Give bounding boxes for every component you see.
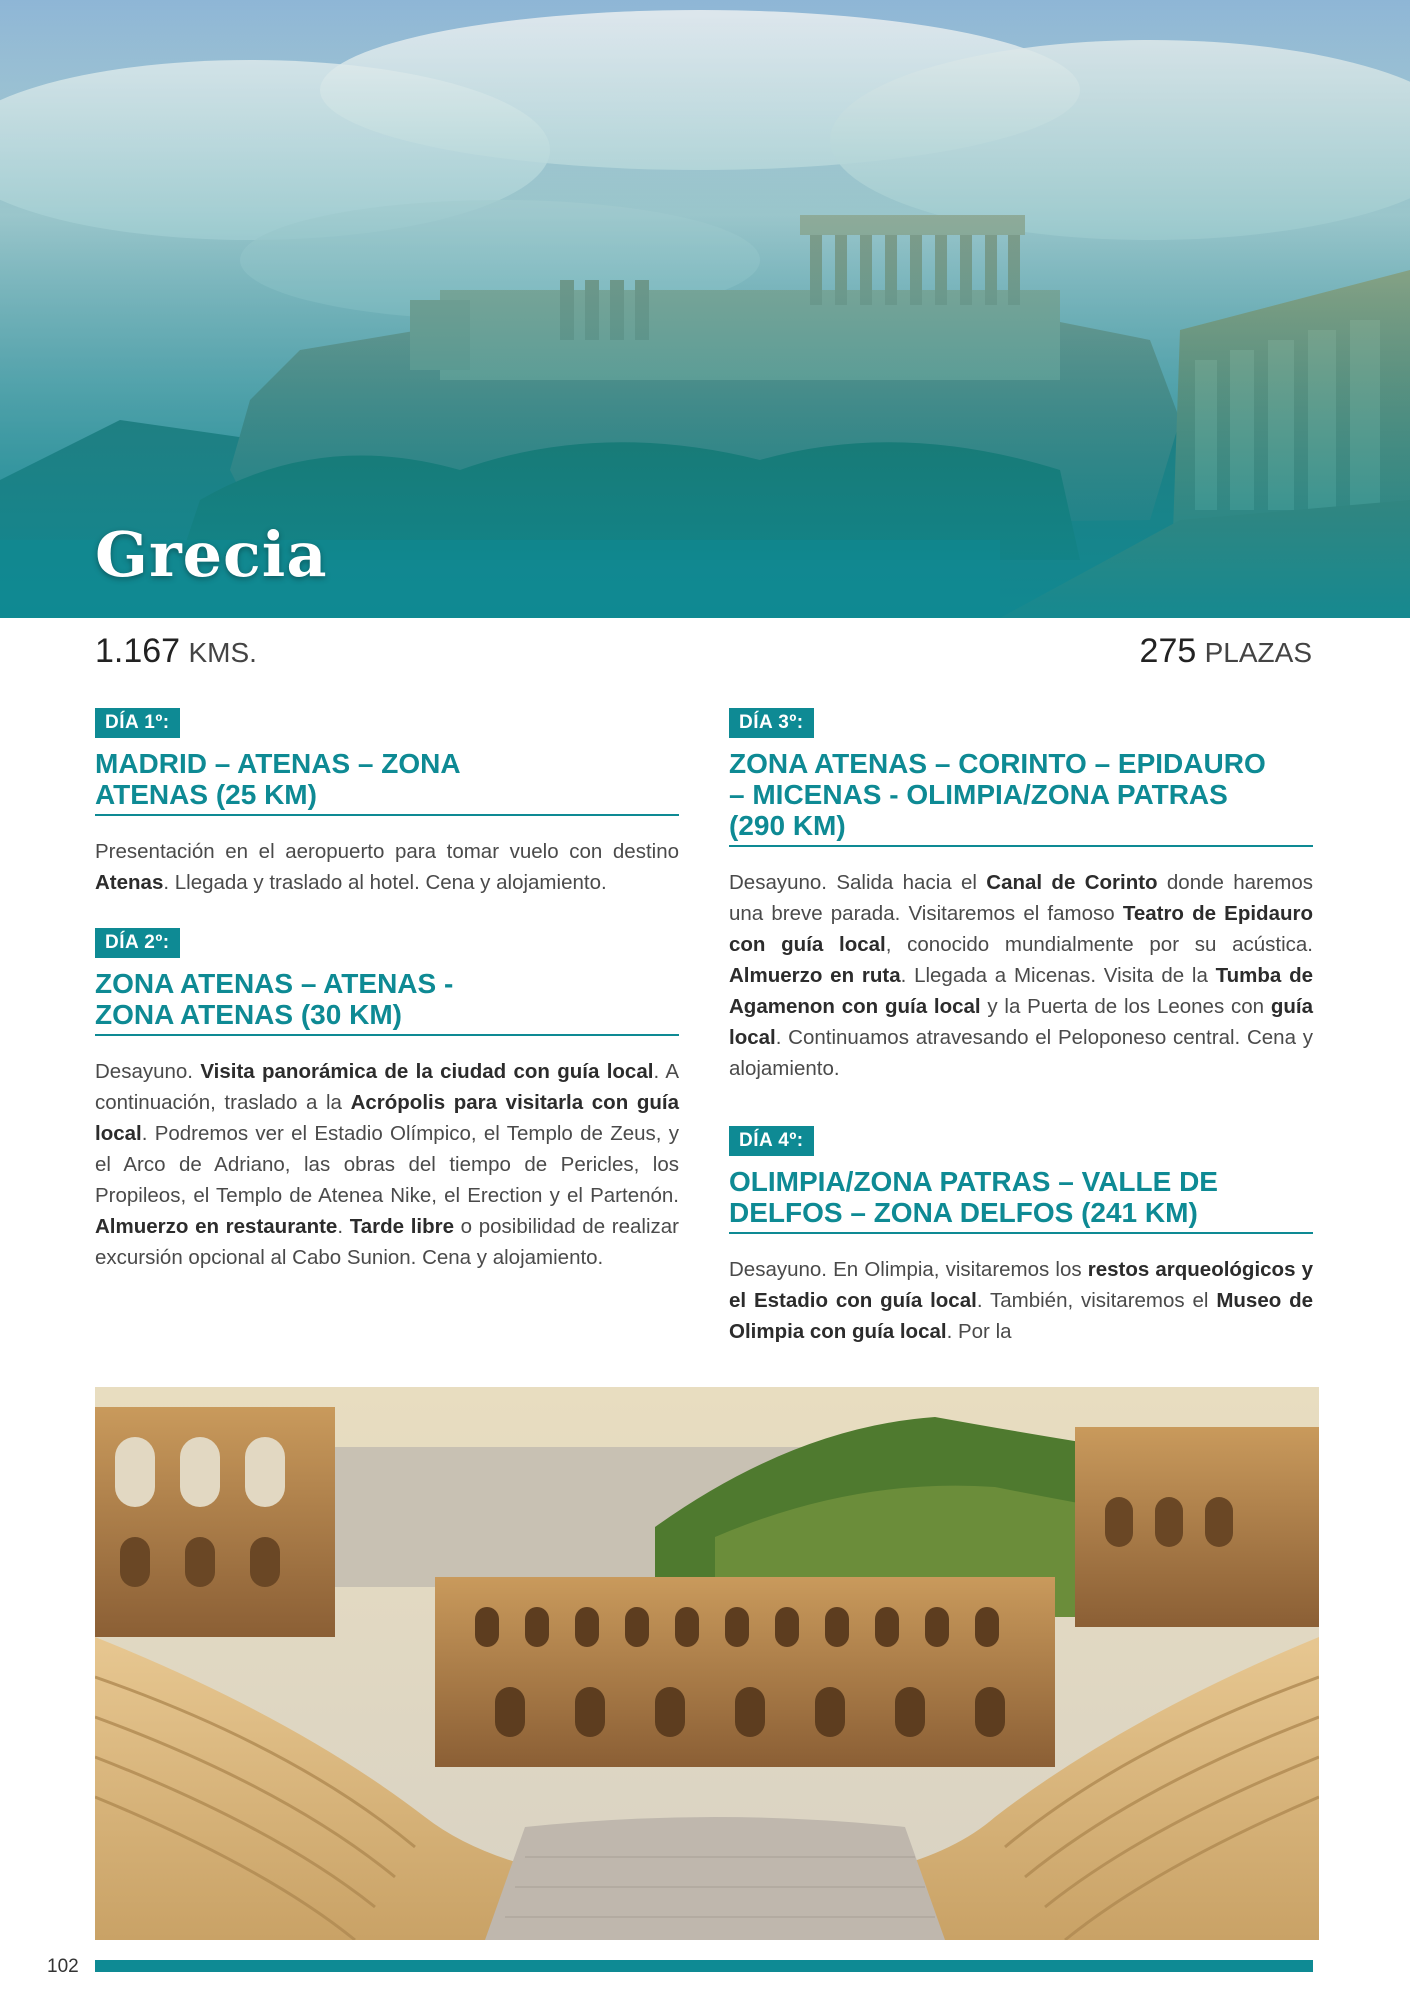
text-segment: Presentación en el aeropuerto para tomar vuelo con destino xyxy=(95,840,679,863)
day-title: OLIMPIA/ZONA PATRAS – VALLE DE DELFOS – ZONA DELFOS (241 KM) xyxy=(729,1166,1313,1234)
day-description xyxy=(729,1254,1313,1347)
day-description xyxy=(95,1056,679,1273)
text-segment: . También, visitaremos el xyxy=(976,1289,1217,1312)
day-title: ZONA ATENAS – CORINTO – EPIDAURO – MICENAS - OLIMPIA/ZONA PATRAS (290 KM) xyxy=(729,748,1313,847)
seats-value: 275 xyxy=(1139,632,1197,670)
highlighted-text: guía local xyxy=(729,995,1313,1049)
highlighted-text: Museo de Olimpia con guía local xyxy=(729,1289,1314,1343)
text-segment: y la Puerta de los Leones con xyxy=(980,995,1271,1018)
page-number: 102 xyxy=(47,1956,79,1977)
day-title: ZONA ATENAS – ATENAS - ZONA ATENAS (30 KM) xyxy=(95,968,679,1036)
text-segment: . A continuación, traslado a la xyxy=(95,1060,680,1114)
day-badge: DÍA 4º: xyxy=(729,1126,814,1156)
highlighted-text: Atenas xyxy=(95,871,164,894)
day-3-section xyxy=(729,708,1313,1084)
highlighted-text: Canal de Corinto xyxy=(986,871,1158,894)
text-segment: donde haremos una breve parada. Visitaremos el famoso xyxy=(729,871,1313,925)
text-segment: . Llegada y traslado al hotel. Cena y alojamiento. xyxy=(163,871,607,894)
highlighted-text: restos arqueológicos y el Estadio con guía local xyxy=(729,1258,1313,1312)
text-segment: , conocido mundialmente por su acústica. xyxy=(885,933,1313,956)
odeon-image xyxy=(95,1387,1319,1940)
text-segment: . Llegada a Micenas. Visita de la xyxy=(900,964,1216,987)
day-1-section xyxy=(95,708,679,898)
distance-value: 1.167 xyxy=(95,632,181,670)
distance-unit: KMS. xyxy=(188,637,257,668)
page-title: Grecia xyxy=(95,518,328,591)
day-description xyxy=(729,867,1313,1084)
highlighted-text: Almuerzo en restaurante xyxy=(95,1215,338,1238)
odeon-theatre-photo xyxy=(95,1387,1319,1940)
day-2-section xyxy=(95,928,679,1273)
day-title: MADRID – ATENAS – ZONA ATENAS (25 KM) xyxy=(95,748,679,816)
highlighted-text: Visita panorámica de la ciudad con guía local xyxy=(200,1060,654,1083)
day-badge: DÍA 1º: xyxy=(95,708,180,738)
text-segment: . Por la xyxy=(946,1320,1012,1343)
text-segment: o posibilidad de realizar excursión opcional al Cabo Sunion. Cena y alojamiento. xyxy=(95,1215,679,1269)
text-segment: Desayuno. Salida hacia el xyxy=(729,871,987,894)
day-description xyxy=(95,836,679,898)
itinerary-right-column xyxy=(729,708,1313,1377)
text-segment: . Podremos ver el Estadio Olímpico, el Templo de Zeus, y el Arco de Adriano, las obras del tiempo de Pericles, los Propileos, el Templo de Atenea Nike, el Erection y el Partenón. xyxy=(95,1122,679,1207)
day-badge: DÍA 3º: xyxy=(729,708,814,738)
highlighted-text: Teatro de Epidauro con guía local xyxy=(729,902,1313,956)
itinerary-left-column xyxy=(95,708,679,1303)
day-4-section xyxy=(729,1126,1313,1347)
highlighted-text: Tarde libre xyxy=(349,1215,454,1238)
hero-banner xyxy=(0,0,1410,618)
seats-unit: PLAZAS xyxy=(1204,637,1312,668)
highlighted-text: Tumba de Agamenon con guía local xyxy=(729,964,1313,1018)
text-segment: . Continuamos atravesando el Peloponeso central. Cena y alojamiento. xyxy=(729,1026,1313,1080)
text-segment: Desayuno. En Olimpia, visitaremos los xyxy=(729,1258,1088,1281)
distance-stat xyxy=(95,632,257,671)
text-segment: Desayuno. xyxy=(95,1060,201,1083)
seats-stat xyxy=(1140,632,1312,671)
footer-accent-bar xyxy=(95,1960,1313,1972)
text-segment: . xyxy=(337,1215,350,1238)
day-badge: DÍA 2º: xyxy=(95,928,180,958)
highlighted-text: Acrópolis para visitarla con guía local xyxy=(95,1091,679,1145)
highlighted-text: Almuerzo en ruta xyxy=(729,964,901,987)
